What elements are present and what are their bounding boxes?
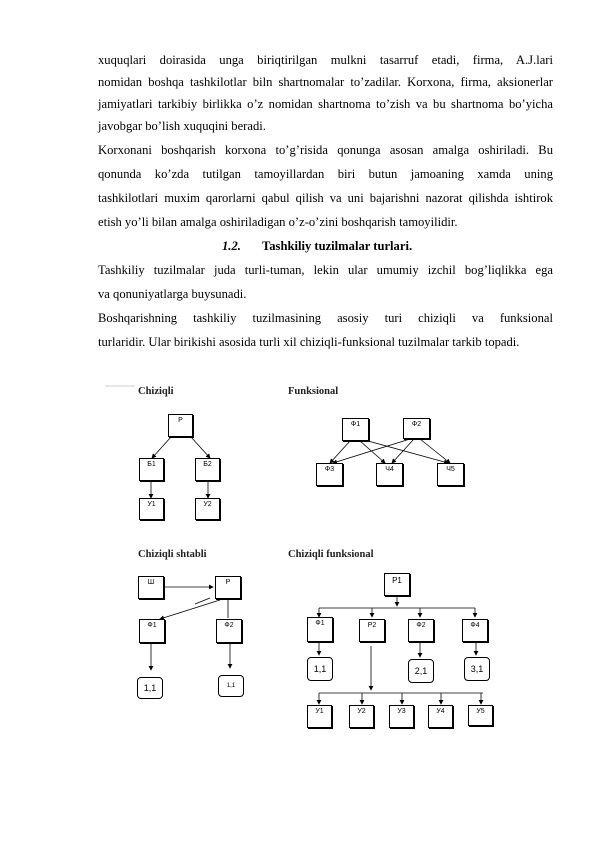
diagram-title-linear-functional: Chiziqli funksional (288, 549, 374, 560)
paragraph-line: xuquqlari doirasida unga biriqtirilgan mulkni tasarruf etadi, firma, A.J.lari (98, 53, 553, 67)
paragraph-line: javobgar bo’lish xuquqini beradi. (98, 119, 266, 133)
box-unit-3-1: 3,1 (464, 657, 490, 681)
box-u1: У1 (139, 498, 164, 520)
box-f2-lf: Ф2 (408, 619, 434, 642)
section-title: Tashkiliy tuzilmalar turlari. (262, 239, 413, 253)
box-f1: Ф1 (342, 418, 369, 441)
box-f3: Ф3 (316, 463, 343, 486)
diagram-title-linear: Chiziqli (138, 386, 174, 397)
paragraph-line: qonunda ko’zda tutilgan tamoyillardan biri butun jamoaning xamda uning (98, 167, 553, 181)
paragraph-line: turlaridir. Ular birikishi asosida turli xil chiziqli-funksional tuzilmalar tarkib topadi. (98, 335, 520, 349)
box-unit-2: 1,1 (218, 675, 244, 697)
box-p2: P2 (359, 619, 385, 642)
box-sh: Ш (138, 576, 164, 599)
box-ch4: Ч4 (376, 463, 403, 486)
box-unit-1: 1,1 (137, 677, 163, 699)
box-p-staff: P (215, 576, 241, 599)
paragraph-line: Korxonani boshqarish korxona to’g’risida qonunga asosan amalga oshiriladi. Bu (98, 143, 553, 157)
paragraph-line: nomidan boshqa tashkilotlar biln shartnomalar to’zadilar. Korxona, firma, aksionerlar (98, 75, 553, 89)
paragraph-line: jamiyatlari tarkibiy birlikka o’z nomidan shartnoma to’zish va bu shartnoma bo’yicha (98, 97, 553, 111)
box-f1-staff: Ф1 (139, 619, 165, 643)
box-p: P (168, 414, 193, 437)
box-f1-lf: Ф1 (307, 617, 333, 642)
box-u1-lf: У1 (307, 705, 332, 728)
diagram-title-linear-staff: Chiziqli shtabli (138, 549, 207, 560)
box-unit-1-1: 1,1 (307, 657, 333, 681)
box-u2: У2 (195, 498, 220, 520)
box-u2-lf: У2 (349, 705, 374, 728)
box-ch5: Ч5 (437, 463, 464, 486)
paragraph-line: va qonuniyatlarga buysunadi. (98, 287, 247, 301)
box-b1: Б1 (139, 458, 164, 481)
box-p1: P1 (384, 573, 410, 596)
box-f2: Ф2 (403, 418, 430, 439)
paragraph-line: tashkilotlari muxim qarorlarni qabul qilish va uni bajarishni nazorat qilishda ishtirok (98, 191, 553, 205)
paragraph-line: Tashkiliy tuzilmalar juda turli-tuman, lekin ular umumiy izchil bog’liqlikka ega (98, 263, 553, 277)
diagram-title-functional: Funksional (288, 386, 339, 397)
box-u5-lf: У5 (468, 705, 493, 726)
paragraph-line: etish yo’li bilan amalga oshiriladigan o’z-o’zini boshqarish tamoyilidir. (98, 215, 458, 229)
box-u3-lf: У3 (389, 705, 414, 728)
box-b2: Б2 (195, 458, 220, 481)
box-unit-2-1: 2,1 (408, 659, 434, 683)
box-f2-staff: Ф2 (216, 619, 242, 643)
paragraph-line: Boshqarishning tashkiliy tuzilmasining asosiy turi chiziqli va funksional (98, 311, 553, 325)
box-f4-lf: Ф4 (462, 619, 488, 642)
section-number: 1.2. (222, 239, 241, 253)
box-u4-lf: У4 (428, 705, 453, 728)
